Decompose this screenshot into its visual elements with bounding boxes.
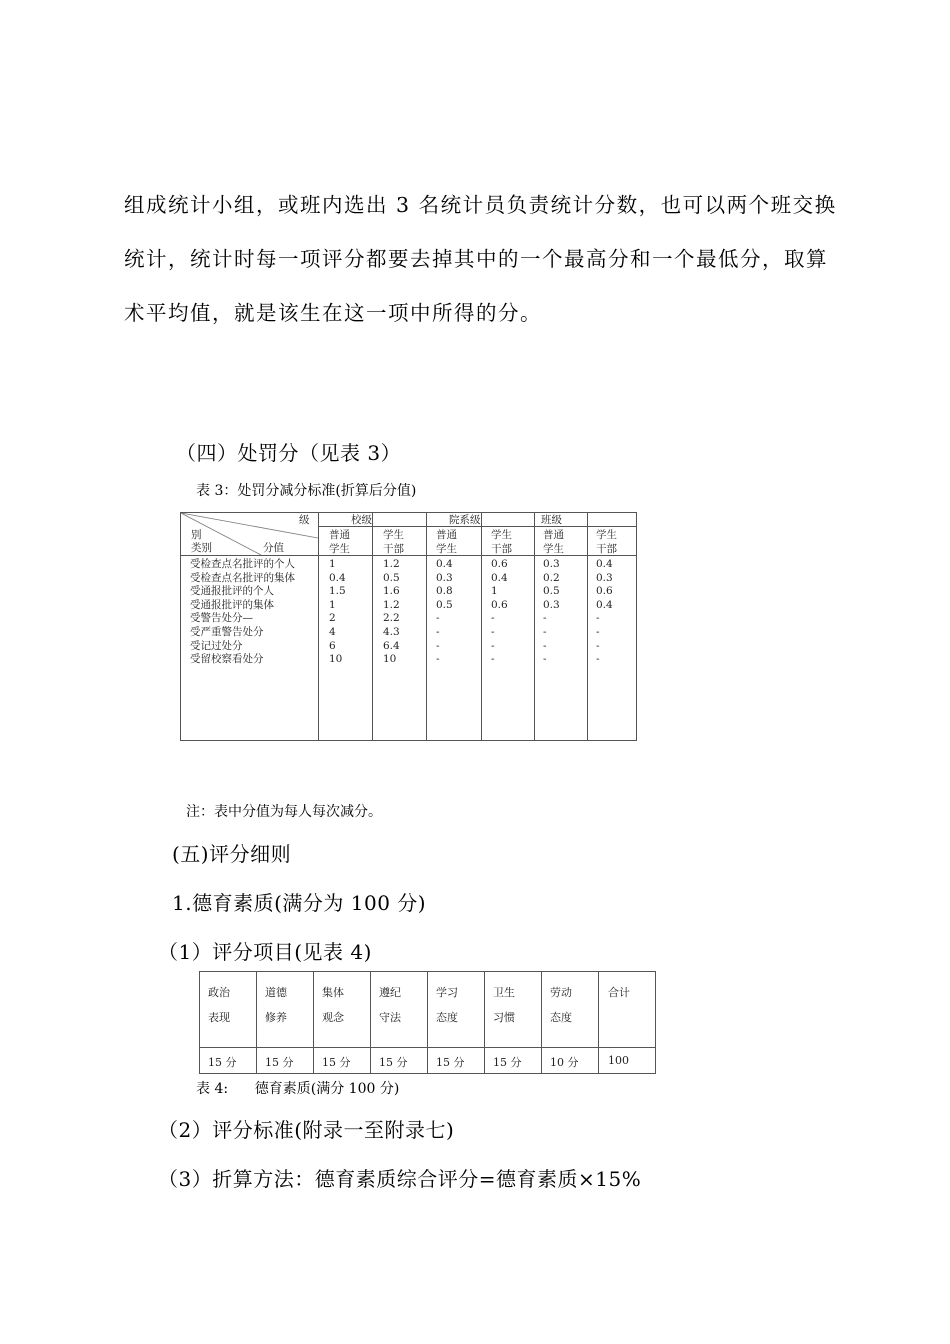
value-column-school-cadre: [383, 558, 400, 667]
item-1-heading: 1.德育素质(满分为 100 分): [172, 891, 427, 915]
table-3-caption: 表 3：处罚分减分标准(折算后分值): [196, 483, 417, 499]
value-cell: 0.4: [329, 571, 346, 584]
score-cell: 10 分: [550, 1056, 579, 1069]
value-cell: 0.4: [596, 598, 613, 611]
value-column-dept-regular: [436, 558, 453, 667]
score-cell: 100: [608, 1054, 629, 1067]
value-cell: 0.4: [491, 571, 508, 584]
corner-label-ji: 级: [299, 514, 310, 526]
subheader: 学生 干部: [491, 529, 512, 555]
section-5-heading: (五)评分细则: [172, 842, 292, 866]
value-cell: 0.5: [383, 571, 400, 584]
value-cell: 0.4: [596, 558, 613, 570]
value-cell: 1.6: [383, 585, 400, 598]
header-cell: 学习 态度: [436, 986, 458, 1024]
value-cell: 1.5: [329, 585, 346, 598]
value-cell: 0.8: [436, 585, 453, 598]
table-3-note: 注：表中分值为每人每次减分。: [186, 804, 382, 820]
value-cell: 0.3: [543, 558, 560, 570]
value-cell: 1.2: [383, 558, 400, 570]
value-cell: 1: [329, 598, 336, 611]
value-cell: -: [596, 612, 600, 625]
corner-label-leibie: 类别: [191, 542, 212, 554]
value-cell: -: [596, 639, 600, 652]
value-cell: 6: [329, 639, 336, 652]
paragraph-line: 统计，统计时每一项评分都要去掉其中的一个最高分和一个最低分，取算: [124, 247, 828, 271]
category-cell: 受通报批评的集体: [190, 598, 274, 611]
value-cell: 0.3: [436, 571, 453, 584]
value-cell: -: [543, 653, 547, 666]
value-cell: -: [436, 625, 440, 638]
category-cell: 受通报批评的个人: [190, 585, 274, 598]
category-cell: 受留校察看处分: [190, 653, 264, 666]
value-cell: 6.4: [383, 639, 400, 652]
value-column-class-cadre: [596, 558, 613, 667]
subheader: 学生 干部: [596, 529, 617, 555]
sub-1-heading: （1）评分项目(见表 4): [158, 940, 372, 964]
value-cell: 0.5: [543, 585, 560, 598]
sub-3-heading: （3）折算方法：德育素质综合评分=德育素质×15%: [158, 1167, 642, 1191]
value-cell: -: [491, 612, 495, 625]
value-cell: 0.5: [436, 598, 453, 611]
value-cell: 0.6: [596, 585, 613, 598]
corner-label-fenzhi: 分值: [263, 542, 284, 554]
header-cell: 遵纪 守法: [379, 986, 401, 1024]
corner-label-bie: 别: [191, 529, 202, 541]
score-cell: 15 分: [493, 1056, 522, 1069]
header-cell: 劳动 态度: [550, 986, 572, 1024]
group-header-class: 班级: [541, 514, 562, 526]
sub-2-heading: （2）评分标准(附录一至附录七): [158, 1118, 455, 1142]
header-cell: 道德 修养: [265, 986, 287, 1024]
value-cell: 1.2: [383, 598, 400, 611]
value-cell: 0.6: [491, 558, 508, 570]
value-cell: -: [491, 639, 495, 652]
value-cell: 1: [329, 558, 336, 570]
value-cell: 10: [329, 653, 343, 666]
subheader: 普通 学生: [436, 529, 457, 555]
category-cell: 受记过处分: [190, 639, 243, 652]
intro-paragraph: [124, 178, 864, 340]
value-column-class-regular: [543, 558, 560, 667]
value-cell: 2.2: [383, 612, 400, 625]
value-cell: 2: [329, 612, 336, 625]
header-cell: 卫生 习惯: [493, 986, 515, 1024]
subheader: 普通 学生: [543, 529, 564, 555]
score-cell: 15 分: [208, 1056, 237, 1069]
category-column: [190, 558, 295, 667]
value-cell: 4.3: [383, 625, 400, 638]
table-4-caption: 表 4: 德育素质(满分 100 分): [196, 1081, 400, 1097]
score-cell: 15 分: [379, 1056, 408, 1069]
value-cell: 0.4: [436, 558, 453, 570]
subheader: 普通 学生: [329, 529, 350, 555]
value-cell: 0.2: [543, 571, 560, 584]
paragraph-line: 组成统计小组，或班内选出 3 名统计员负责统计分数，也可以两个班交换: [124, 193, 837, 217]
group-header-department: 院系级: [449, 514, 481, 526]
value-cell: -: [491, 625, 495, 638]
category-cell: 受警告处分—: [190, 612, 253, 625]
value-cell: -: [436, 639, 440, 652]
score-cell: 15 分: [322, 1056, 351, 1069]
section-4-heading: （四）处罚分（见表 3）: [176, 441, 402, 465]
value-cell: -: [543, 612, 547, 625]
penalty-table: [180, 512, 637, 741]
paragraph-line: 术平均值，就是该生在这一项中所得的分。: [124, 301, 542, 325]
value-cell: -: [436, 653, 440, 666]
value-cell: -: [436, 612, 440, 625]
value-cell: -: [543, 625, 547, 638]
subheader: 学生 干部: [383, 529, 404, 555]
value-cell: -: [596, 625, 600, 638]
category-cell: 受检查点名批评的个人: [190, 558, 295, 570]
header-cell: 集体 观念: [322, 986, 344, 1024]
value-cell: -: [596, 653, 600, 666]
value-column-school-regular: [329, 558, 346, 667]
score-cell: 15 分: [436, 1056, 465, 1069]
value-cell: -: [491, 653, 495, 666]
value-cell: 4: [329, 625, 336, 638]
header-cell: 政治 表现: [208, 986, 230, 1024]
value-column-dept-cadre: [491, 558, 508, 667]
value-cell: 0.3: [543, 598, 560, 611]
value-cell: 0.3: [596, 571, 613, 584]
score-cell: 15 分: [265, 1056, 294, 1069]
category-cell: 受严重警告处分: [190, 625, 264, 638]
header-cell: 合计: [608, 986, 630, 999]
value-cell: 10: [383, 653, 397, 666]
value-cell: 1: [491, 585, 498, 598]
value-cell: 0.6: [491, 598, 508, 611]
category-cell: 受检查点名批评的集体: [190, 571, 295, 584]
moral-quality-table: [199, 971, 656, 1074]
value-cell: -: [543, 639, 547, 652]
group-header-school: 校级: [351, 514, 372, 526]
